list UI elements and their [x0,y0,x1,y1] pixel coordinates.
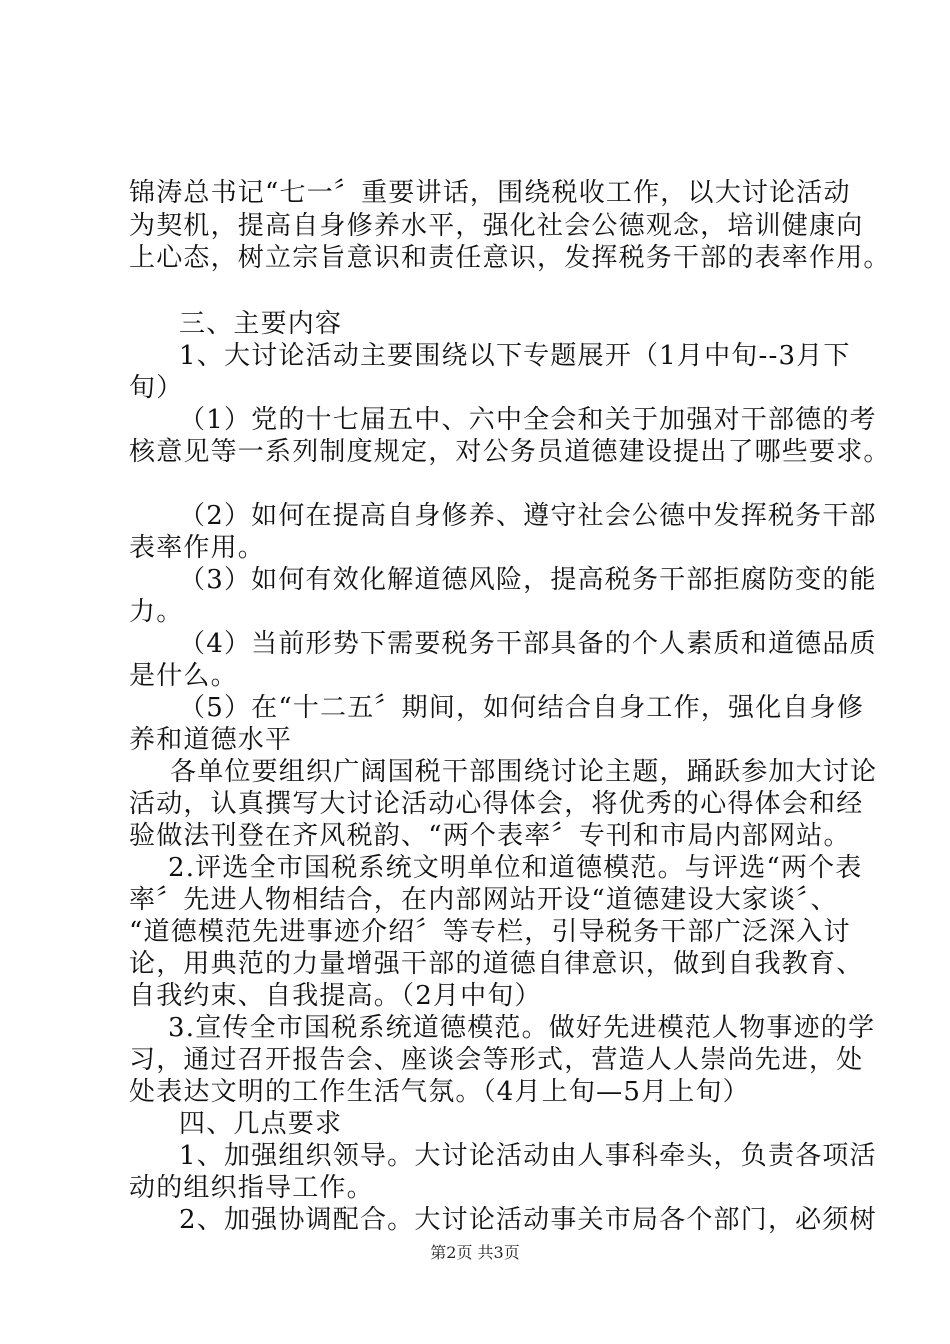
list-item: （1）党的十七届五中、六中全会和关于加强对干部德的考 [179,405,877,435]
list-item: 核意见等一系列制度规定，对公务员道德建设提出了哪些要求。 [129,437,891,467]
body-line: 活动，认真撰写大讨论活动心得体会，将优秀的心得体会和经 [129,789,864,819]
body-line: 3.宣传全市国税系统道德模范。做好先进模范人物事迹的学 [168,1013,876,1043]
body-line: 验做法刊登在齐风税韵、“两个表率〞专刊和市局内部网站。 [129,821,851,851]
body-line: 各单位要组织广阔国税干部围绕讨论主题，踊跃参加大讨论 [170,757,878,787]
list-item: 是什么。 [129,661,238,691]
list-item: （3）如何有效化解道德风险，提高税务干部拒腐防变的能 [179,565,877,595]
list-item: （2）如何在提高自身修养、遵守社会公德中发挥税务干部 [179,501,877,531]
body-line: 1、加强组织领导。大讨论活动由人事科牵头，负责各项活 [179,1141,877,1171]
body-line: 为契机，提高自身修养水平，强化社会公德观念，培训健康向 [129,211,864,241]
body-line: 率〞先进人物相结合，在内部网站开设“道德建设大家谈〞、 [129,885,838,915]
list-item: （5）在“十二五〞期间，如何结合自身工作，强化自身修 [179,693,865,723]
body-line: 1、大讨论活动主要围绕以下专题展开（1月中旬--3月下 [179,341,851,371]
list-item: 表率作用。 [129,533,266,563]
section-heading: 三、主要内容 [179,309,343,339]
body-line: 习，通过召开报告会、座谈会等形式，营造人人崇尚先进，处 [129,1045,864,1075]
body-line: 上心态，树立宗旨意识和责任意识，发挥税务干部的表率作用。 [129,243,891,273]
list-item: 养和道德水平 [129,725,293,755]
list-item: （4）当前形势下需要税务干部具备的个人素质和道德品质 [179,629,877,659]
body-line: 2.评选全市国税系统文明单位和道德模范。与评选“两个表 [168,853,863,883]
body-line: “道德模范先进事迹介绍〞等专栏，引导税务干部广泛深入讨 [129,917,851,947]
body-line: 论，用典范的力量增强干部的道德自律意识，做到自我教育、 [129,949,864,979]
section-heading: 四、几点要求 [179,1109,343,1139]
body-line: 动的组织指导工作。 [129,1173,374,1203]
list-item: 力。 [129,597,184,627]
body-line: 处表达文明的工作生活气氛。（4月上旬—5月上旬） [129,1077,750,1107]
body-line: 自我约束、自我提高。（2月中旬） [129,981,542,1011]
body-line: 2、加强协调配合。大讨论活动事关市局各个部门，必须树 [179,1205,877,1235]
body-line: 锦涛总书记“七一〞重要讲话，围绕税收工作，以大讨论活动 [129,178,851,208]
body-line: 旬） [129,373,184,403]
page-footer: 第2页 共3页 [430,1243,520,1262]
